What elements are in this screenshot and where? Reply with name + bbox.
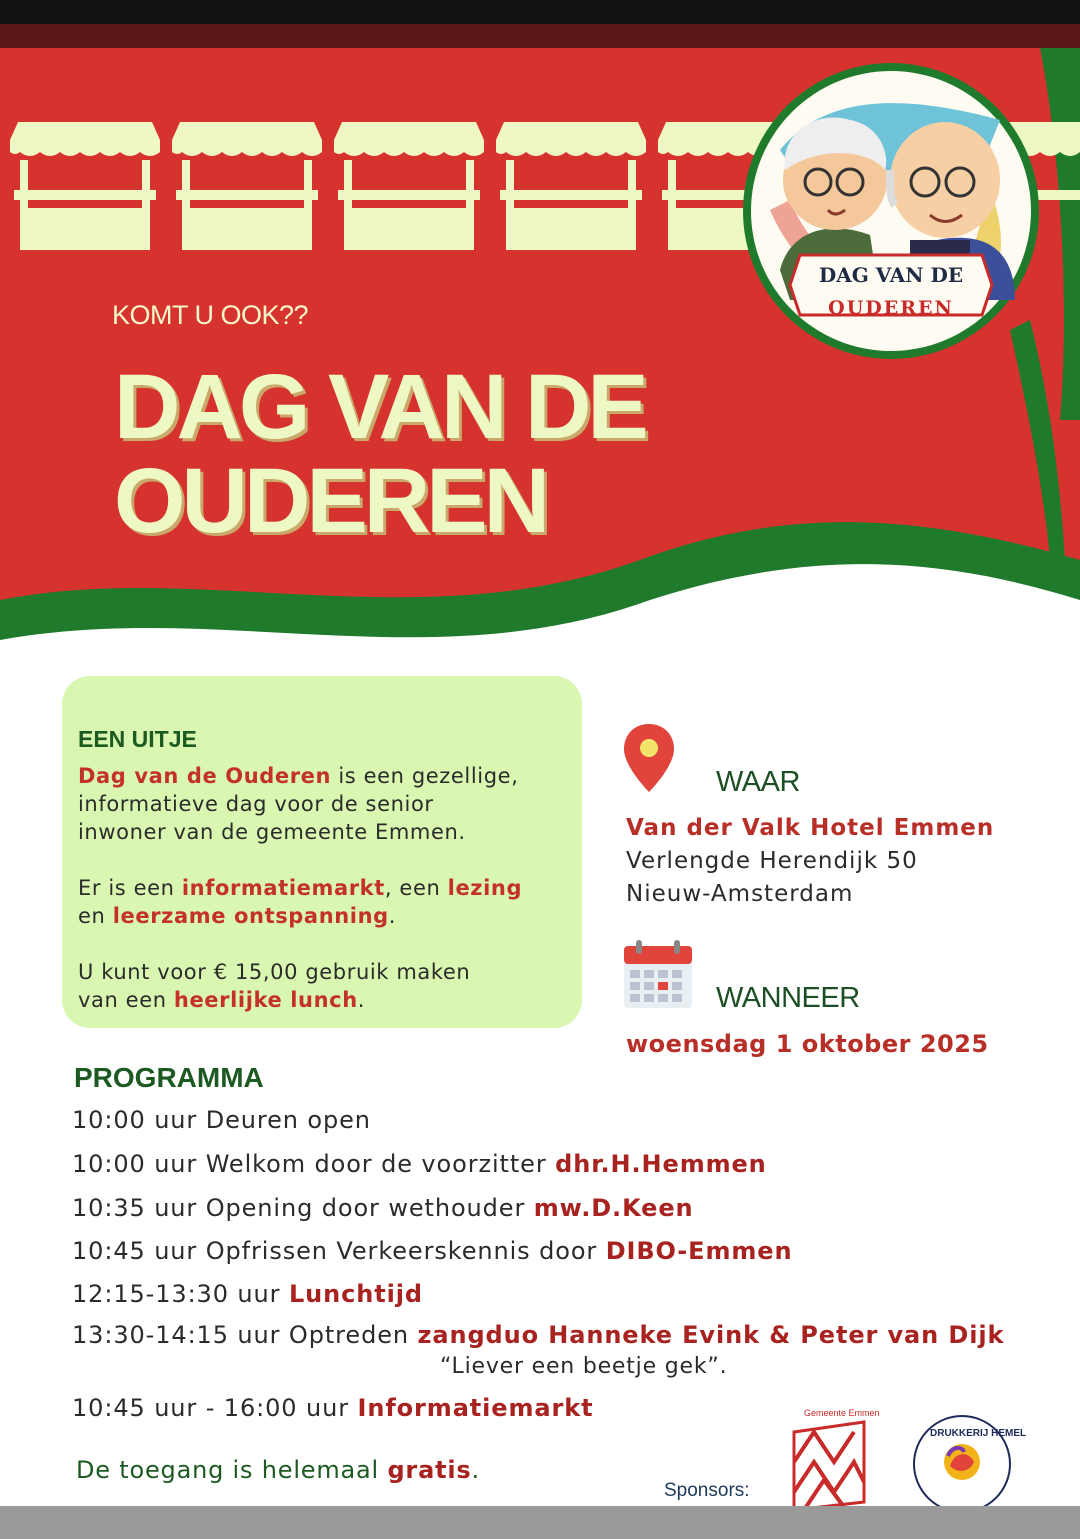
info-text: inwoner van de gemeente Emmen. [78,820,466,844]
admission-highlight: gratis [387,1456,472,1484]
programma-heading: PROGRAMMA [74,1062,264,1093]
sponsor-logo-gemeente-emmen [784,1402,880,1514]
program-item [72,1106,371,1134]
info-text: , een [384,876,448,900]
logo-title-line2: OUDEREN [828,297,954,319]
sponsors-label: Sponsors: [664,1480,750,1501]
program-time-text: 10:45 uur - 16:00 uur [72,1394,358,1422]
info-box [62,676,582,1028]
title-line1: DAG VAN DE [114,356,645,458]
location-pin-icon [622,722,676,794]
info-highlight: leerzame ontspanning [112,904,389,928]
program-item [72,1237,792,1265]
info-paragraph-2 [78,874,578,930]
info-text: is een gezellige, [331,764,519,788]
status-bar [0,0,1080,24]
info-paragraph-1 [78,762,578,846]
program-time-text: 12:15-13:30 uur [72,1280,289,1308]
when-label: WANNEER [716,982,860,1014]
program-highlight: mw.D.Keen [533,1194,694,1222]
admission-note [76,1456,480,1484]
info-text: informatieve dag voor de senior [78,792,434,816]
info-text: . [357,988,366,1012]
logo-title-line1: DAG VAN DE [818,263,964,287]
program-quote: “Liever een beetje gek”. [440,1354,728,1379]
info-paragraph-3 [78,958,578,1014]
venue-street: Verlengde Herendijk 50 [626,848,918,874]
program-item [72,1150,767,1178]
program-time-text: 13:30-14:15 uur Optreden [72,1321,418,1349]
info-text: van een [78,988,174,1012]
program-highlight: Informatiemarkt [357,1394,594,1422]
info-text: . [388,904,397,928]
bottom-bar [0,1506,1080,1539]
market-stall-icon [496,112,646,250]
info-highlight: informatiemarkt [181,876,385,900]
calendar-icon [622,938,694,1010]
admission-text: De toegang is helemaal [76,1456,388,1484]
program-time-text: 10:00 uur Welkom door de voorzitter [72,1150,556,1178]
program-item [72,1321,1004,1349]
info-text: U kunt voor € 15,00 gebruik maken [78,960,471,984]
program-item [72,1194,693,1222]
program-time-text: 10:35 uur Opening door wethouder [72,1194,534,1222]
title-line2: OUDEREN [114,450,547,552]
venue-city: Nieuw-Amsterdam [626,881,854,907]
program-highlight: Lunchtijd [288,1280,423,1308]
tagline: KOMT U OOK?? [112,300,309,330]
sponsor-logo-drukkerij-hemel [910,1412,1027,1516]
page-title [114,356,645,552]
program-item [72,1280,423,1308]
program-highlight: DIBO-Emmen [605,1237,793,1265]
info-highlight: lezing [447,876,523,900]
market-stall-icon [10,112,160,250]
info-heading: EEN UITJE [78,726,197,752]
market-stall-icon [334,112,484,250]
venue-name: Van der Valk Hotel Emmen [626,815,995,841]
venue-address [626,812,994,911]
top-band [0,24,1080,48]
program-time-text: 10:00 uur Deuren open [72,1106,371,1134]
program-time-text: 10:45 uur Opfrissen Verkeerskennis door [72,1237,606,1265]
info-highlight: Dag van de Ouderen [78,764,332,788]
where-label: WAAR [716,766,800,798]
admission-text: . [471,1456,480,1484]
info-text: en [78,904,113,928]
svg-text:Gemeente Emmen: Gemeente Emmen [804,1408,880,1418]
event-date: woensdag 1 oktober 2025 [626,1030,989,1058]
svg-text:DRUKKERIJ HEMEL: DRUKKERIJ HEMEL [930,1428,1027,1439]
info-text: Er is een [78,876,182,900]
program-item [72,1394,593,1422]
program-highlight: zangduo Hanneke Evink & Peter van Dijk [417,1321,1005,1349]
market-stall-icon [172,112,322,250]
info-highlight: heerlijke lunch [173,988,358,1012]
program-highlight: dhr.H.Hemmen [555,1150,767,1178]
